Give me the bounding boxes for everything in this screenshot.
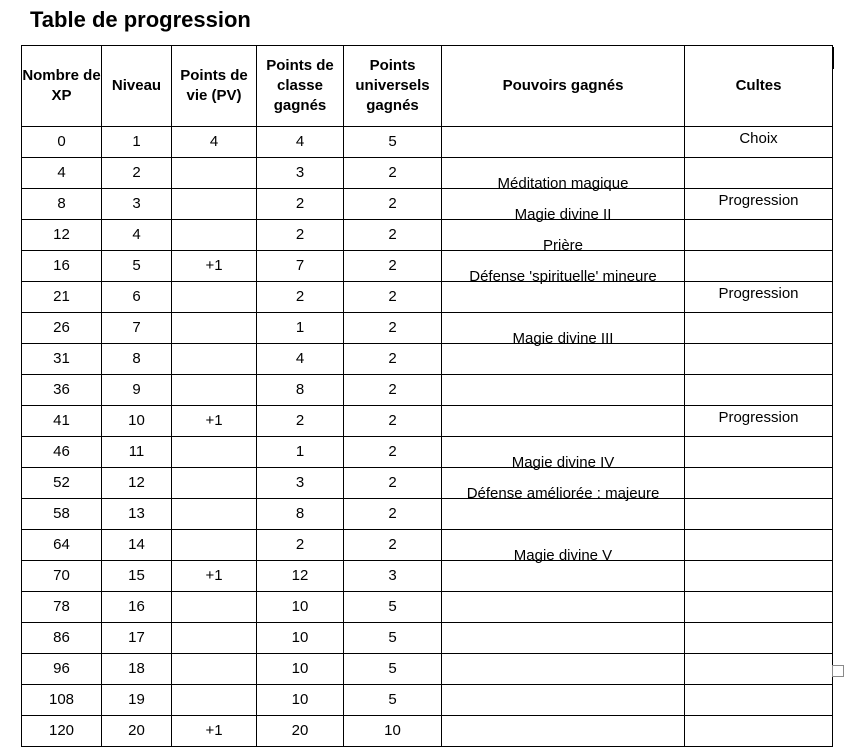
table-row [22,344,833,375]
cell-classe: 7 [257,251,344,282]
cell-pv [172,344,257,375]
table-row [22,282,833,313]
cell-niveau: 5 [102,251,172,282]
cell-niveau: 9 [102,375,172,406]
cell-pv: +1 [172,406,257,437]
cell-classe: 1 [257,437,344,468]
cell-xp: 26 [22,313,102,344]
cell-xp: 46 [22,437,102,468]
cell-xp: 52 [22,468,102,499]
cell-pouvoirs [442,344,685,375]
cell-pouvoirs [442,406,685,437]
table-row [22,406,833,437]
cell-xp: 8 [22,189,102,220]
cell-classe: 2 [257,530,344,561]
power-text: Magie divine II [514,206,612,223]
cell-pv [172,685,257,716]
cell-xp: 0 [22,127,102,158]
header-classe: Points de classe gagnés [257,46,344,127]
cell-xp: 64 [22,530,102,561]
cell-classe: 3 [257,158,344,189]
cell-pv [172,375,257,406]
cell-classe: 2 [257,220,344,251]
cell-pouvoirs [442,716,685,747]
power-text: Magie divine V [513,547,613,564]
header-row [22,46,833,127]
table-row [22,685,833,716]
column-marker [832,47,834,69]
cell-pouvoirs [442,623,685,654]
cell-universels: 2 [344,158,442,189]
cell-xp: 12 [22,220,102,251]
cell-universels: 5 [344,592,442,623]
cell-cultes [685,220,833,251]
cell-universels: 2 [344,251,442,282]
cell-universels: 5 [344,623,442,654]
cell-classe: 2 [257,282,344,313]
table-row [22,189,833,220]
cell-universels: 2 [344,499,442,530]
cell-cultes [685,437,833,468]
cell-pv [172,592,257,623]
cell-niveau: 16 [102,592,172,623]
cell-niveau: 8 [102,344,172,375]
table-row [22,251,833,282]
table-row [22,468,833,499]
cell-universels: 2 [344,313,442,344]
resize-handle[interactable] [832,665,844,677]
cell-xp: 70 [22,561,102,592]
cell-classe: 12 [257,561,344,592]
header-cultes: Cultes [685,46,833,127]
cell-cultes [685,375,833,406]
cell-cultes [685,623,833,654]
cell-universels: 2 [344,468,442,499]
cell-cultes [685,499,833,530]
cell-universels: 5 [344,654,442,685]
cell-pouvoirs [442,220,685,254]
cell-classe: 2 [257,189,344,220]
power-text: Méditation magique [497,175,629,192]
cell-classe: 10 [257,623,344,654]
cell-pv: +1 [172,716,257,747]
cell-pv [172,468,257,499]
cell-universels: 3 [344,561,442,592]
cell-cultes [685,313,833,344]
cell-pouvoirs [442,561,685,592]
cell-niveau: 10 [102,406,172,437]
cell-pouvoirs [442,158,685,192]
cell-universels: 2 [344,530,442,561]
cell-niveau: 3 [102,189,172,220]
cell-cultes [685,716,833,747]
cell-xp: 86 [22,623,102,654]
cell-cultes: Progression [685,406,833,437]
cell-cultes [685,251,833,282]
table-row [22,375,833,406]
cell-universels: 10 [344,716,442,747]
cell-cultes [685,530,833,561]
table-row [22,220,833,251]
cell-niveau: 12 [102,468,172,499]
cell-niveau: 17 [102,623,172,654]
cell-cultes [685,561,833,592]
table-row [22,530,833,561]
cell-xp: 120 [22,716,102,747]
table-row [22,313,833,344]
cell-cultes: Progression [685,282,833,313]
power-text: Prière [542,237,583,254]
table-row [22,654,833,685]
cell-cultes [685,685,833,716]
header-niveau: Niveau [102,46,172,127]
cell-pv: +1 [172,561,257,592]
power-text: Défense 'spirituelle' mineure [469,268,657,285]
progression-table [21,45,833,747]
cell-niveau: 2 [102,158,172,189]
power-text: Magie divine IV [511,454,615,471]
cell-classe: 2 [257,406,344,437]
cell-niveau: 19 [102,685,172,716]
cell-pouvoirs [442,282,685,313]
table-row [22,127,833,158]
cell-niveau: 11 [102,437,172,468]
cell-pouvoirs [442,499,685,530]
cell-universels: 5 [344,685,442,716]
cell-classe: 3 [257,468,344,499]
cell-xp: 41 [22,406,102,437]
cell-pv [172,220,257,251]
cell-xp: 78 [22,592,102,623]
table-row [22,437,833,468]
cell-pv [172,282,257,313]
cell-classe: 10 [257,592,344,623]
cell-cultes [685,592,833,623]
cell-pouvoirs [442,654,685,685]
table-body [22,127,833,747]
cell-pv: +1 [172,251,257,282]
cell-niveau: 1 [102,127,172,158]
cell-universels: 2 [344,189,442,220]
cell-cultes [685,654,833,685]
cell-pv [172,530,257,561]
cell-pouvoirs [442,375,685,406]
cell-xp: 96 [22,654,102,685]
cell-xp: 21 [22,282,102,313]
cell-classe: 1 [257,313,344,344]
cell-pv [172,158,257,189]
table-row [22,158,833,189]
cell-classe: 20 [257,716,344,747]
cell-pv [172,499,257,530]
header-pouvoirs: Pouvoirs gagnés [442,46,685,127]
cell-niveau: 6 [102,282,172,313]
cell-classe: 4 [257,127,344,158]
cell-classe: 8 [257,499,344,530]
cell-cultes: Choix [685,127,833,158]
cell-universels: 2 [344,406,442,437]
table-row [22,592,833,623]
table-row [22,499,833,530]
header-xp: Nombre de XP [22,46,102,127]
cell-pouvoirs [442,189,685,223]
cell-xp: 58 [22,499,102,530]
cell-universels: 2 [344,220,442,251]
cell-universels: 2 [344,437,442,468]
cell-classe: 4 [257,344,344,375]
cell-pv [172,313,257,344]
cell-cultes [685,158,833,189]
cell-cultes [685,468,833,499]
cell-pv [172,623,257,654]
cell-classe: 8 [257,375,344,406]
cell-niveau: 7 [102,313,172,344]
cell-niveau: 20 [102,716,172,747]
cell-pv: 4 [172,127,257,158]
cell-pv [172,654,257,685]
cell-pv [172,189,257,220]
cell-pouvoirs [442,127,685,158]
cell-pouvoirs [442,685,685,716]
cell-niveau: 13 [102,499,172,530]
header-universels: Points universels gagnés [344,46,442,127]
cell-pouvoirs [442,530,685,564]
cell-pv [172,437,257,468]
page-title: Table de progression [30,7,251,32]
cell-cultes: Progression [685,189,833,220]
cell-xp: 108 [22,685,102,716]
power-text: Magie divine III [512,330,614,347]
cell-niveau: 15 [102,561,172,592]
cell-xp: 4 [22,158,102,189]
cell-xp: 36 [22,375,102,406]
table-row [22,716,833,747]
cell-universels: 5 [344,127,442,158]
cell-classe: 10 [257,685,344,716]
cell-pouvoirs [442,313,685,347]
cell-xp: 31 [22,344,102,375]
power-text: Défense améliorée : majeure [466,485,660,502]
cell-pouvoirs [442,592,685,623]
cell-pouvoirs [442,468,685,502]
cell-xp: 16 [22,251,102,282]
table-row [22,623,833,654]
cell-universels: 2 [344,282,442,313]
cell-pouvoirs [442,251,685,285]
cell-pouvoirs [442,437,685,471]
cell-universels: 2 [344,344,442,375]
cell-classe: 10 [257,654,344,685]
cell-cultes [685,344,833,375]
header-pv: Points de vie (PV) [172,46,257,127]
cell-universels: 2 [344,375,442,406]
cell-niveau: 18 [102,654,172,685]
table-row [22,561,833,592]
cell-niveau: 4 [102,220,172,251]
cell-niveau: 14 [102,530,172,561]
